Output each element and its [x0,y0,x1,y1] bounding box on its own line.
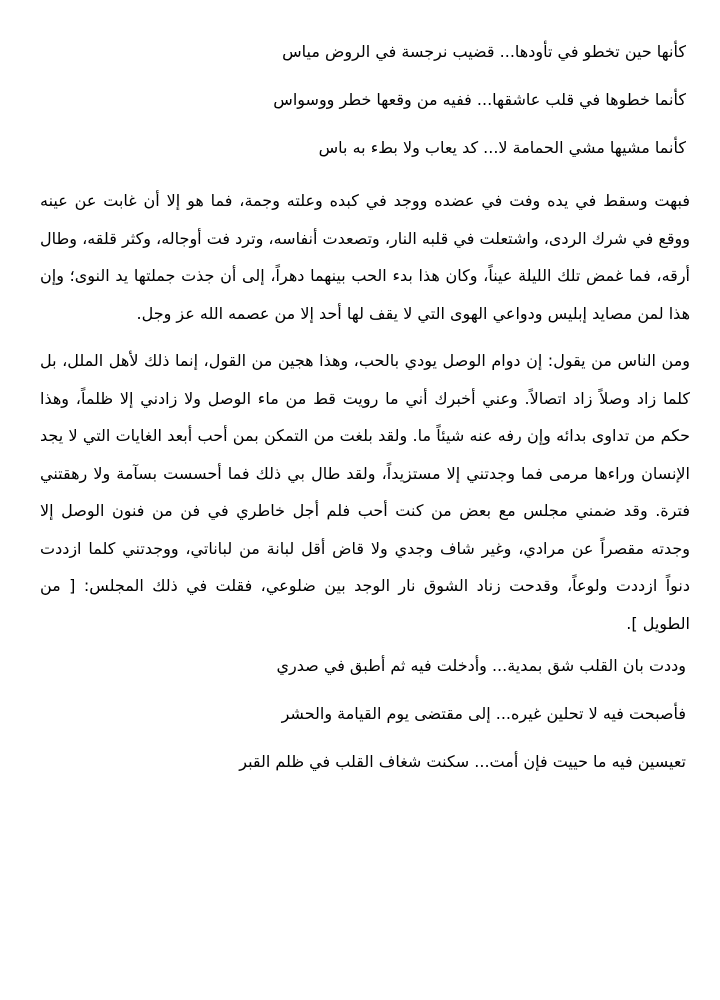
verse-line: فأصبحت فيه لا تحلين غيره... إلى مقتضى يوم القيامة والحشر [281,704,686,723]
verse-line: تعيسين فيه ما حييت فإن أمت... سكنت شغاف القلب في ظلم القبر [239,752,686,771]
verse-line: كأنها حين تخطو في تأودها... قضيب نرجسة في الروض مياس [282,42,686,61]
verse-line: كأنما مشيها مشي الحمامة لا... كد يعاب ولا بطء به باس [318,138,686,157]
prose-paragraph: فبهت وسقط في يده وفت في عضده ووجد في كبده وعلته وجمة، فما هو إلا أن غابت عن عينه ووقع في شرك الردى، واشتعلت في قلبه النار، وتصعدت أنفاسه، وترد فت أوجاله، وكثر قلقه، وطال أرقه، فما غمض تلك الليلة عيناً، وكان هذا بدء الحب بينهما دهراً، إلى أن جذت جملتها يد النوى؛ وإن هذا لمن مصايد إبليس ودواعي الهوى التي لا يقف لها أحد إلا من عصمه الله عز وجل. [40,191,690,323]
prose-paragraph: ومن الناس من يقول: إن دوام الوصل يودي بالحب، وهذا هجين من القول، إنما ذلك لأهل الملل، بل كلما زاد وصلاً زاد اتصالاً. وعني أخبرك أني ما رويت قط من ماء الوصل ولا زادني إلا ظلماً، وهذا حكم من تداوى بدائه وإن رفه عنه شيئاً ما. ولقد بلغت من التمكن بمن أحب أبعد الغايات التي لا يجد الإنسان وراءها مرمى فما وجدتني إلا مستزيداً، ولقد طال بي ذلك فما أحسست بسآمة ولا رهقتني فترة. وقد ضمني مجلس مع بعض من كنت أحب فلم أجل خاطري في فن من فنون الوصل إلا وجدته مقصراً عن مرادي، وغير شاف وجدي ولا قاض أقل لبانة من لباناتي، ووجدتني كلما ازددت دنواً ازددت ولوعاً، وقدحت زناد الشوق نار الوجد بين ضلوعي، فقلت في ذلك المجلس: [ من الطويل ]. [40,351,690,633]
verse-line: وددت بان القلب شق بمدية... وأدخلت فيه ثم أطبق في صدري [276,656,686,675]
verse-line: كأنما خطوها في قلب عاشقها... ففيه من وقعها خطر ووسواس [273,90,686,109]
